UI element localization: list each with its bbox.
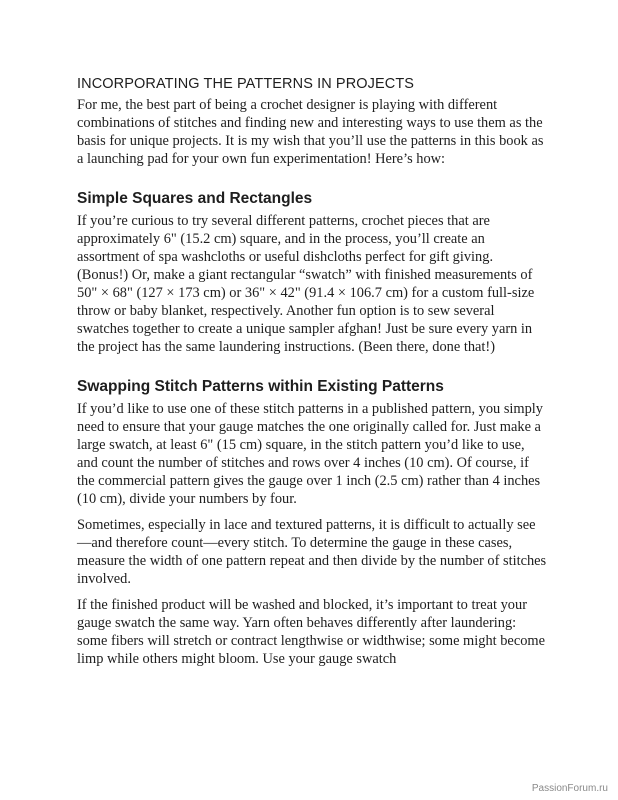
watermark: PassionForum.ru <box>531 783 608 794</box>
section-heading-squares: Simple Squares and Rectangles <box>77 190 313 207</box>
section-heading-swapping: Swapping Stitch Patterns within Existing Patterns <box>77 378 444 395</box>
washing-paragraph: If the finished product will be washed and blocked, it’s important to treat your gauge swatch the same way. Yarn often behaves differently after laundering: some fibers will stretch or contract lengthwise or widthwise; some might become limp while others might bloom. Use your gauge swatch <box>77 597 545 667</box>
lace-paragraph: Sometimes, especially in lace and textured patterns, it is difficult to actually see—and therefore count—every stitch. To determine the gauge in these cases, measure the width of one pattern repeat and then divide by the number of stitches involved. <box>77 517 547 587</box>
chapter-heading: INCORPORATING THE PATTERNS IN PROJECTS <box>77 76 415 92</box>
squares-paragraph: If you’re curious to try several different patterns, crochet pieces that are approximately 6" (15.2 cm) square, and in the process, you’ll create an assortment of spa washcloths or useful dishcloths perfect for gift giving. (Bonus!) Or, make a giant rectangular “swatch” with finished measurements of 50" × 68" (127 × 173 cm) or 36" × 42" (91.4 × 106.7 cm) for a custom full-size throw or baby blanket, respectively. Another fun option is to sew several swatches together to create a unique sampler afghan! Just be sure every yarn in the project has the same laundering instructions. (Been there, done that!) <box>77 213 535 355</box>
document-page <box>77 76 547 668</box>
gauge-paragraph: If you’d like to use one of these stitch patterns in a published pattern, you simply need to ensure that your gauge matches the one originally called for. Just make a large swatch, at least 6" (15 cm) square, in the stitch pattern you’d like to use, and count the number of stitches and rows over 4 inches (10 cm). Of course, if the commercial pattern gives the gauge over 1 inch (2.5 cm) rather than 4 inches (10 cm), divide your numbers by four. <box>77 401 544 507</box>
intro-paragraph: For me, the best part of being a crochet designer is playing with different combinations of stitches and finding new and interesting ways to use them as the basis for unique projects. It is my wish that you’ll use the patterns in this book as a launching pad for your own fun experimentation! Here’s how: <box>77 97 544 167</box>
